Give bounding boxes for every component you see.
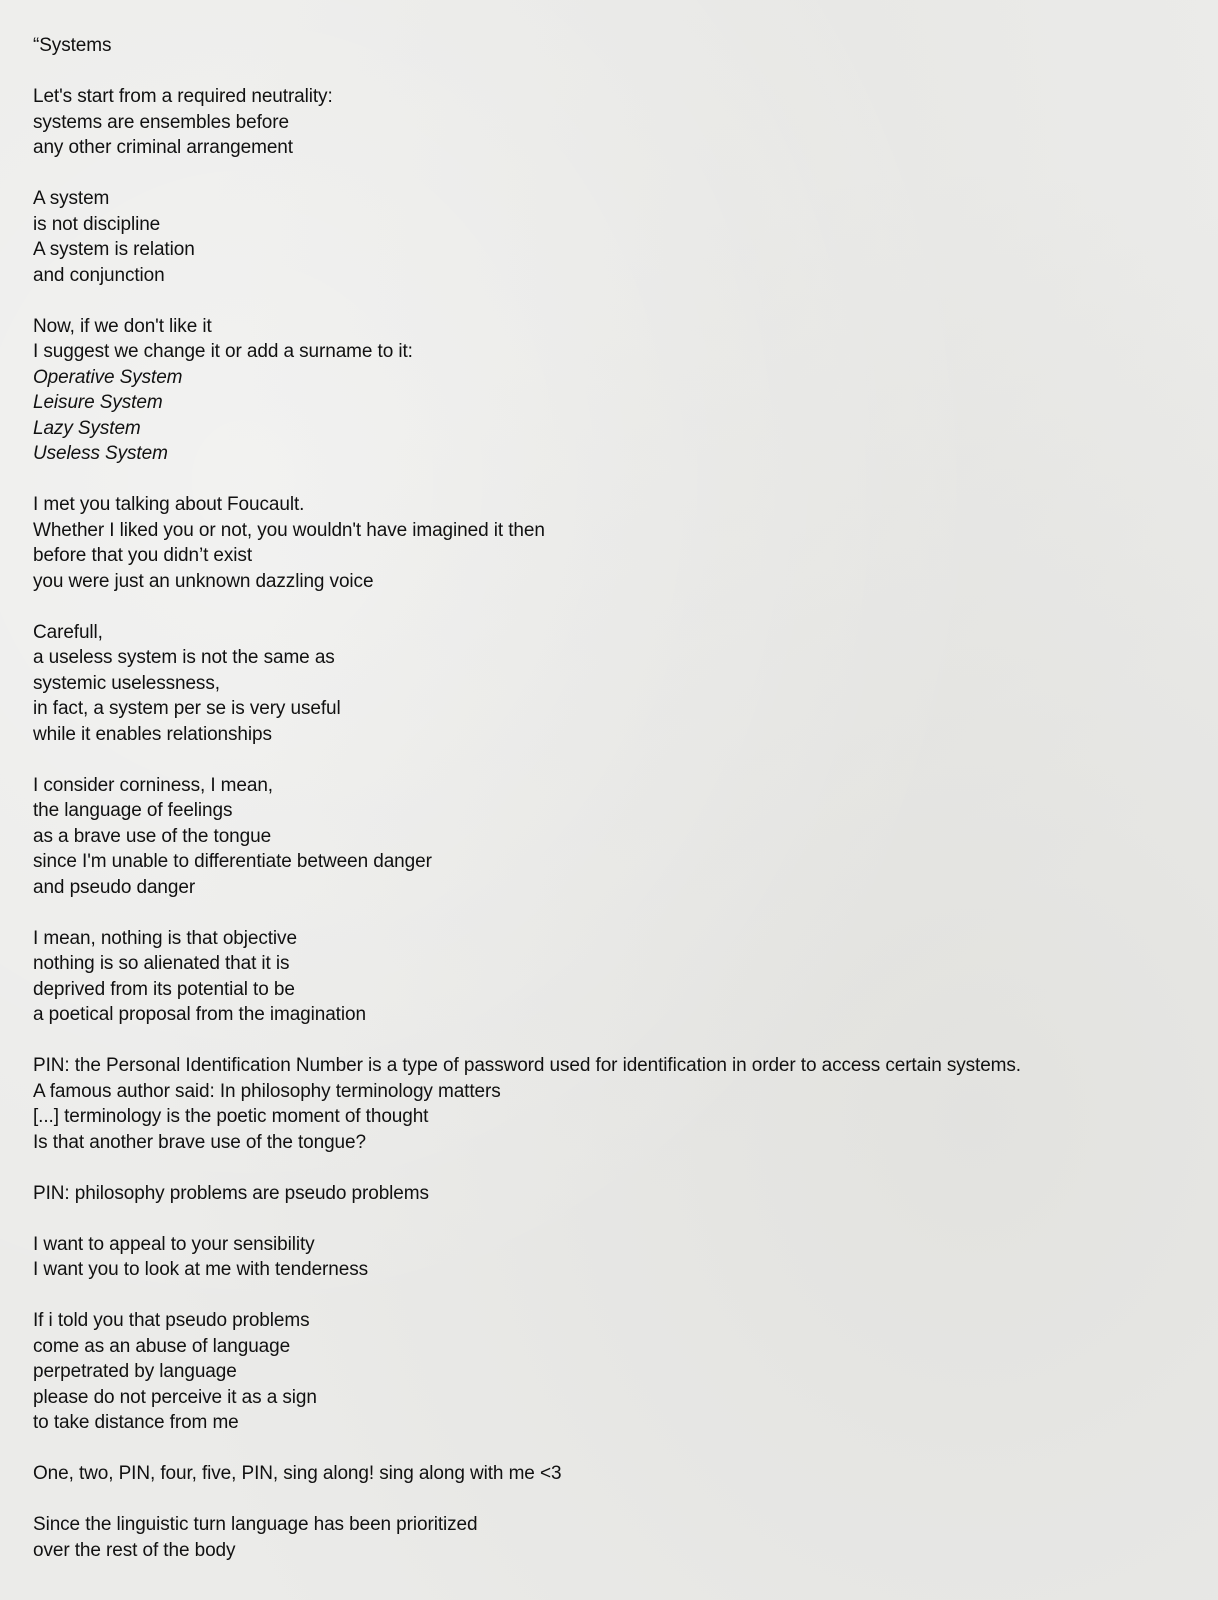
poem-line: deprived from its potential to be [33, 978, 295, 1000]
poem-line: to take distance from me [33, 1412, 239, 1433]
poem-line: Let's start from a required neutrality: [33, 86, 333, 107]
stanza [33, 314, 1153, 467]
stanza [33, 1053, 1153, 1155]
poem-line: A famous author said: In philosophy terminology matters [33, 1080, 501, 1102]
poem-line: systems are ensembles before [33, 111, 289, 133]
poem-line: I consider corniness, I mean, [33, 774, 273, 796]
poem-line: Leisure System [33, 392, 163, 413]
poem-line: Lazy System [33, 417, 141, 439]
poem-line: a useless system is not the same as [33, 647, 335, 668]
poem-line: If i told you that pseudo problems [33, 1310, 310, 1331]
stanza [33, 1308, 1153, 1436]
stanza [33, 84, 1153, 161]
stanza [33, 1512, 1153, 1563]
poem-line: A system is relation [33, 239, 195, 260]
poem-line: is not discipline [33, 213, 161, 235]
poem-line: before that you didn’t exist [33, 545, 253, 566]
stanza [33, 492, 1153, 594]
poem-line: I met you talking about Foucault. [33, 494, 305, 515]
poem-line: please do not perceive it as a sign [33, 1386, 317, 1408]
poem-line: over the rest of the body [33, 1539, 236, 1561]
poem-line: I want you to look at me with tenderness [33, 1259, 369, 1280]
poem-line: nothing is so alienated that it is [33, 953, 290, 974]
poem-body [33, 33, 1153, 1589]
poem-line: I mean, nothing is that objective [33, 927, 297, 949]
poem-line: you were just an unknown dazzling voice [33, 570, 374, 592]
poem-title: “Systems [33, 35, 112, 56]
poem-line: PIN: the Personal Identification Number is a type of password used for identification in order to access certain systems. [33, 1055, 1021, 1076]
poem-line: A system [33, 188, 110, 209]
stanza [33, 1461, 1153, 1487]
stanza-list [33, 84, 1153, 1563]
poem-line: as a brave use of the tongue [33, 825, 272, 847]
poem-line: I suggest we change it or add a surname to it: [33, 341, 413, 362]
poem-line: and pseudo danger [33, 876, 196, 898]
stanza [33, 1232, 1153, 1283]
poem-line: Is that another brave use of the tongue? [33, 1131, 366, 1153]
poem-line: any other criminal arrangement [33, 137, 293, 158]
poem-line: Carefull, [33, 621, 103, 643]
poem-line: the language of feelings [33, 800, 233, 821]
stanza [33, 1181, 1153, 1207]
poem-line: [...] terminology is the poetic moment of thought [33, 1106, 429, 1127]
poem-line: a poetical proposal from the imagination [33, 1004, 366, 1025]
stanza [33, 186, 1153, 288]
poem-line: in fact, a system per se is very useful [33, 698, 341, 719]
poem-line: while it enables relationships [33, 723, 272, 745]
poem-line: systemic uselessness, [33, 672, 220, 694]
poem-line: Useless System [33, 443, 168, 464]
stanza [33, 926, 1153, 1028]
stanza [33, 620, 1153, 748]
poem-line: One, two, PIN, four, five, PIN, sing along! sing along with me <3 [33, 1463, 562, 1484]
poem-line: PIN: philosophy problems are pseudo problems [33, 1182, 429, 1204]
poem-line: Now, if we don't like it [33, 315, 212, 337]
poem-line: I want to appeal to your sensibility [33, 1233, 315, 1255]
stanza [33, 773, 1153, 901]
poem-line: perpetrated by language [33, 1361, 237, 1382]
poem-line: Whether I liked you or not, you wouldn't have imagined it then [33, 519, 545, 541]
poem-line: come as an abuse of language [33, 1335, 291, 1357]
poem-line: and conjunction [33, 264, 165, 286]
poem-line: Since the linguistic turn language has been prioritized [33, 1514, 478, 1535]
poem-line: Operative System [33, 366, 183, 388]
poem-line: since I'm unable to differentiate between danger [33, 851, 432, 872]
